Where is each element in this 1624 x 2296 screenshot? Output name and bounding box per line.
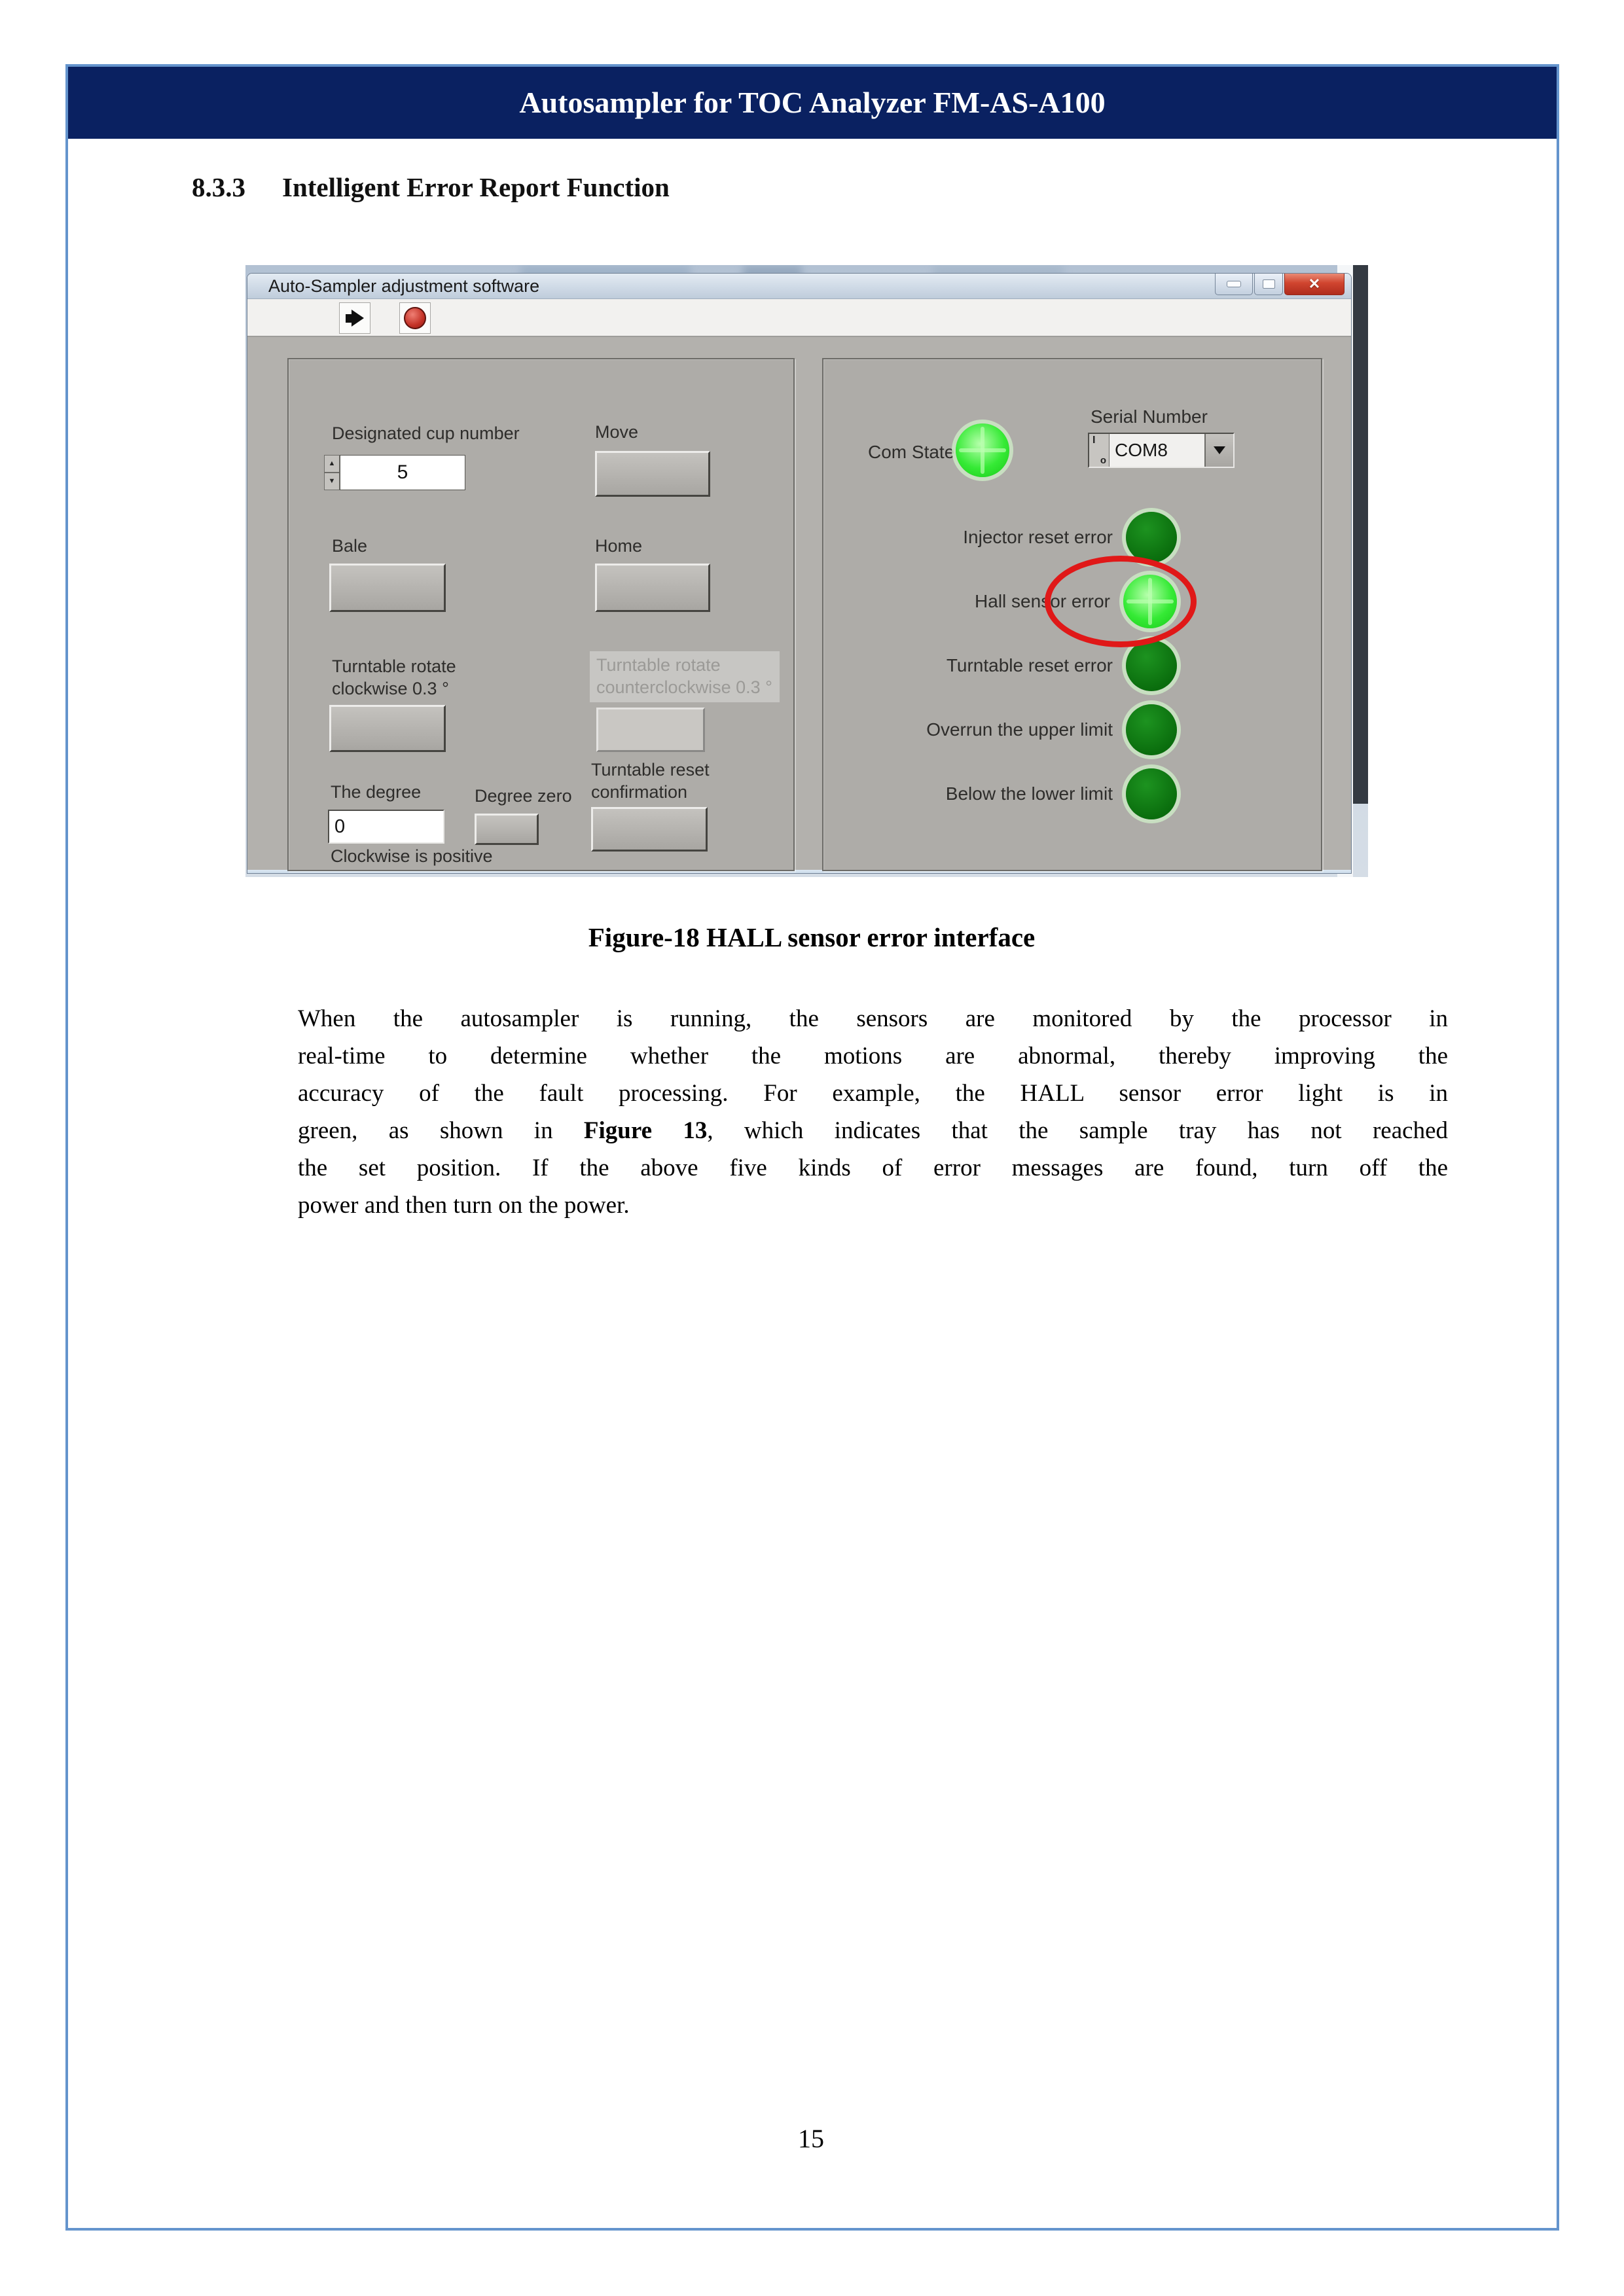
reset-confirm-button[interactable] [591,807,708,852]
app-window [247,273,1352,874]
rotate-ccw-line1: Turntable rotate [596,655,721,675]
control-panel [287,358,795,871]
turntable-reset-error-label: Turntable reset error [946,655,1113,675]
rotate-cw-label [332,655,502,700]
indicator-row-below [834,766,1177,821]
paragraph-line: the set position. If the above five kinds of error messages are found, turn off the [298,1155,1448,1181]
io-icon [1089,434,1110,467]
rotate-cw-button[interactable] [329,705,446,752]
degree-zero-label: Degree zero [475,786,572,806]
stepper-up-icon[interactable]: ▲ [324,455,340,473]
minimize-button[interactable] [1215,274,1253,295]
clockwise-note: Clockwise is positive [331,846,493,866]
page-number: 15 [798,2124,824,2153]
designated-cup-input[interactable]: 5 [340,455,465,490]
chevron-down-icon [1214,446,1225,454]
stepper-down-icon[interactable]: ▼ [324,473,340,490]
paragraph-line: real-time to determine whether the motions are abnormal, thereby improving the [298,1043,1448,1069]
paragraph-text: , which indicates that the sample tray has not reached [707,1117,1448,1144]
run-arrow-icon [346,310,364,327]
overrun-upper-limit-label: Overrun the upper limit [926,719,1113,740]
page-header [68,67,1557,139]
rotate-ccw-line2: counterclockwise 0.3 ° [596,677,772,697]
below-lower-limit-led [1126,768,1177,819]
reset-confirm-line2: confirmation [591,782,688,802]
app-main-area [247,337,1351,870]
stop-icon [404,307,426,329]
overrun-upper-limit-led [1126,704,1177,755]
section-title: Intelligent Error Report Function [282,172,670,202]
app-titlebar[interactable] [247,274,1351,299]
reset-confirm-label [591,759,761,803]
serial-number-label: Serial Number [1091,406,1208,427]
paragraph-line: power and then turn on the power. [298,1192,630,1219]
com-state-label: Com State [868,442,955,462]
body-paragraph [298,1000,1448,1224]
rotate-ccw-label [590,651,780,702]
paragraph-line: accuracy of the fault processing. For example, the HALL sensor error light is in [298,1080,1448,1107]
paragraph-line [298,1112,1448,1149]
serial-number-value: COM8 [1115,440,1168,460]
degree-zero-button[interactable] [475,814,539,845]
paragraph-line: When the autosampler is running, the sensors are monitored by the processor in [298,1005,1448,1032]
bale-label: Bale [332,536,368,556]
status-panel [822,358,1322,871]
injector-reset-error-led [1126,512,1177,563]
app-window-title: Auto-Sampler adjustment software [268,276,540,296]
move-button[interactable] [595,451,710,497]
stepper-arrows [324,455,340,490]
below-lower-limit-label: Below the lower limit [945,783,1113,804]
figure-screenshot [245,265,1368,877]
hall-sensor-error-label: Hall sensor error [975,591,1110,611]
rotate-cw-line2: clockwise 0.3 ° [332,679,449,698]
reset-confirm-line1: Turntable reset [591,760,710,780]
page-title: Autosampler for TOC Analyzer FM-AS-A100 [519,86,1106,119]
serial-number-dropdown[interactable] [1088,433,1235,468]
dropdown-arrow-button[interactable] [1204,434,1233,467]
highlight-circle [1045,556,1197,647]
paragraph-text: green, as shown in [298,1117,584,1144]
designated-cup-label: Designated cup number [332,423,520,443]
home-button[interactable] [595,564,710,612]
io-icon-top: I [1092,435,1096,446]
injector-reset-error-label: Injector reset error [963,527,1113,547]
close-button[interactable]: ✕ [1284,274,1344,295]
minimize-icon [1227,281,1241,287]
maximize-icon [1263,279,1275,289]
io-icon-bottom: o [1100,455,1106,466]
section-number: 8.3.3 [192,172,245,202]
maximize-button[interactable] [1254,274,1283,295]
com-state-led [956,423,1009,477]
figure-reference: Figure 13 [583,1117,708,1144]
degree-input[interactable]: 0 [328,810,444,844]
rotate-cw-line1: Turntable rotate [332,656,456,676]
desktop-edge-dark [1353,265,1368,804]
designated-cup-stepper [324,455,465,490]
figure-caption: Figure-18 HALL sensor error interface [588,922,1036,952]
degree-label: The degree [331,782,422,802]
bale-button[interactable] [329,564,446,612]
turntable-reset-error-led [1126,640,1177,691]
run-button[interactable] [339,302,370,334]
window-controls [1214,274,1344,295]
move-label: Move [595,422,639,442]
app-toolbar [247,299,1351,337]
indicator-row-overrun [834,702,1177,757]
section-heading [192,171,670,203]
stop-button[interactable] [399,302,431,334]
rotate-ccw-button[interactable] [596,708,705,752]
home-label: Home [595,536,643,556]
